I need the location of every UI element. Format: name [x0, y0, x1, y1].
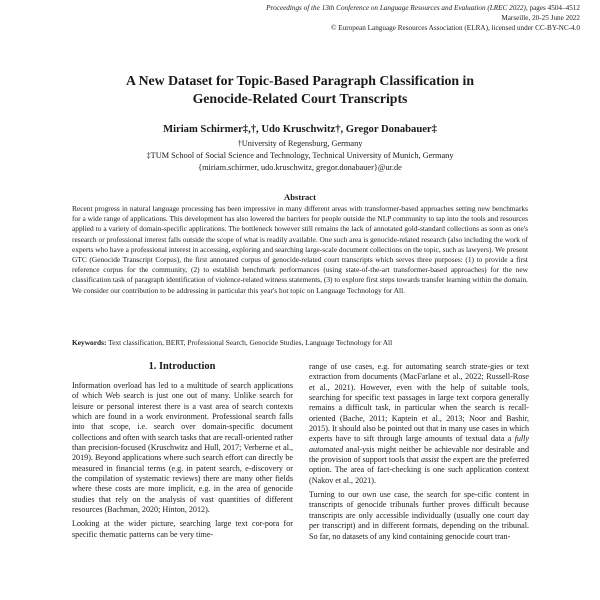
- paragraph-3-part-b: anal-ysis might neither be achievable nor desirable and the provision of support tools that: [309, 444, 529, 465]
- author-list: Miriam Schirmer‡,†, Udo Kruschwitz†, Gregor Donabauer‡: [163, 124, 437, 135]
- proceedings-header: [180, 3, 580, 33]
- keywords-list: Text classification, BERT, Professional Search, Genocide Studies, Language Technology for All: [106, 338, 393, 347]
- affiliation-tum: ‡TUM School of Social Science and Technology, Technical University of Munich, Germany: [146, 151, 454, 160]
- abstract-text: Recent progress in natural language processing has been impressive in many different areas with transformer-based approaches setting new benchmarks for a wide range of applications. This development has also lowered the barriers for people outside the NLP community to tap into the tools and resources applied to a variety of domain-specific applications. The bottleneck however still remains the lack of annotated gold-standard collections as soon as one's research or professional interest falls outside the scope of what is readily available. One such area is genocide-related research (also including the work of experts who have a professional interest in accessing, exploring and searching large-scale document collections on the topic, such as lawyers). We present GTC (Genocide Transcript Corpus), the first annotated corpus of genocide-related court transcripts which serves three purposes: (1) to provide a first reference corpus for the community, (2) to establish benchmark performances (using state-of-the-art transformer-based approaches) for the new classification task of paragraph identification of violence-related witness statements, (3) to explore first steps towards transfer learning within the domain. We consider our contribution to be addressing in particular this year's hot topic on Language Technology for All.: [72, 204, 528, 295]
- emphasis-fully-automated: fully automated: [309, 434, 529, 454]
- intro-paragraph-3: [309, 362, 529, 486]
- proceedings-name: Proceedings of the 13th Conference on Language Resources and Evaluation (LREC 2022): [266, 4, 526, 12]
- introduction-heading: 1. Introduction: [148, 361, 216, 372]
- intro-paragraph-1: Information overload has led to a multitude of search applications of which Web search is just one out of many. Unlike search for leisure or personal interest there is a vast area of search contexts which are found in a work environment. Professional search falls into that scope, i.e. search over domain-specific document collections and often with search tasks that are recall-oriented rather than precision-focused (Kruschwitz and Hull, 2017; Verberne et al., 2019). Beyond applications where such search effort can directly be measured in financial terms (e.g. in patent search, e-discovery or the compilation of systematic reviews) there are many other fields where these costs are more implicit, e.g. in the area of genocide studies that rely on the analysis of vast quantities of different resources (Bachman, 2020; Hinton, 2012).: [72, 381, 293, 515]
- license-notice: © European Language Resources Association (ELRA), licensed under CC-BY-NC-4.0: [331, 24, 580, 32]
- intro-paragraph-4: Turning to our own use case, the search for spe-cific content in transcripts of genocide tribunals further proves difficult because transcripts are only accessible individually (usually one court day per transcript) and in different formats, depending on the tribunal. So far, no datasets of any kind containing genocide court tran-: [309, 490, 529, 541]
- title-line-2: Genocide-Related Court Transcripts: [192, 91, 408, 106]
- abstract-heading: Abstract: [284, 192, 316, 202]
- left-column: [72, 381, 293, 540]
- keywords-line: [72, 338, 528, 348]
- page-range: , pages 4504–4512: [525, 4, 580, 12]
- paragraph-3-part-c: the expert are the preferred option. The area of fact-checking is one such application context (Nakov et al., 2021).: [309, 455, 529, 485]
- affiliation-regensburg: †University of Regensburg, Germany: [237, 139, 363, 148]
- paragraph-3-part-a: range of use cases, e.g. for automating search strate-gies or text extraction from documents (MacFarlane et al., 2022; Russell-Rose et al., 2021). However, even with the help of suitable tools, searching for specific text passages in large text corpora generally remains a difficult task, in particular when the search is recall-oriented (Bache, 2011; Kaptein et al., 2013; Noor and Bashir, 2015). It should also be pointed out that in many use cases in which experts have to sift through large amounts of textual data a: [309, 362, 529, 444]
- paper-title: [40, 72, 560, 108]
- emphasis-assist: assist: [420, 455, 439, 465]
- title-line-1: A New Dataset for Topic-Based Paragraph Classification in: [125, 73, 475, 88]
- conference-location: Marseille, 20-25 June 2022: [501, 14, 580, 22]
- intro-paragraph-2: Looking at the wider picture, searching large text cor-pora for specific thematic patterns can be very time-: [72, 519, 293, 539]
- author-emails: {miriam.schirmer, udo.kruschwitz, gregor.donabauer}@ur.de: [198, 163, 402, 172]
- right-column: [309, 362, 529, 542]
- keywords-label: Keywords:: [72, 338, 107, 347]
